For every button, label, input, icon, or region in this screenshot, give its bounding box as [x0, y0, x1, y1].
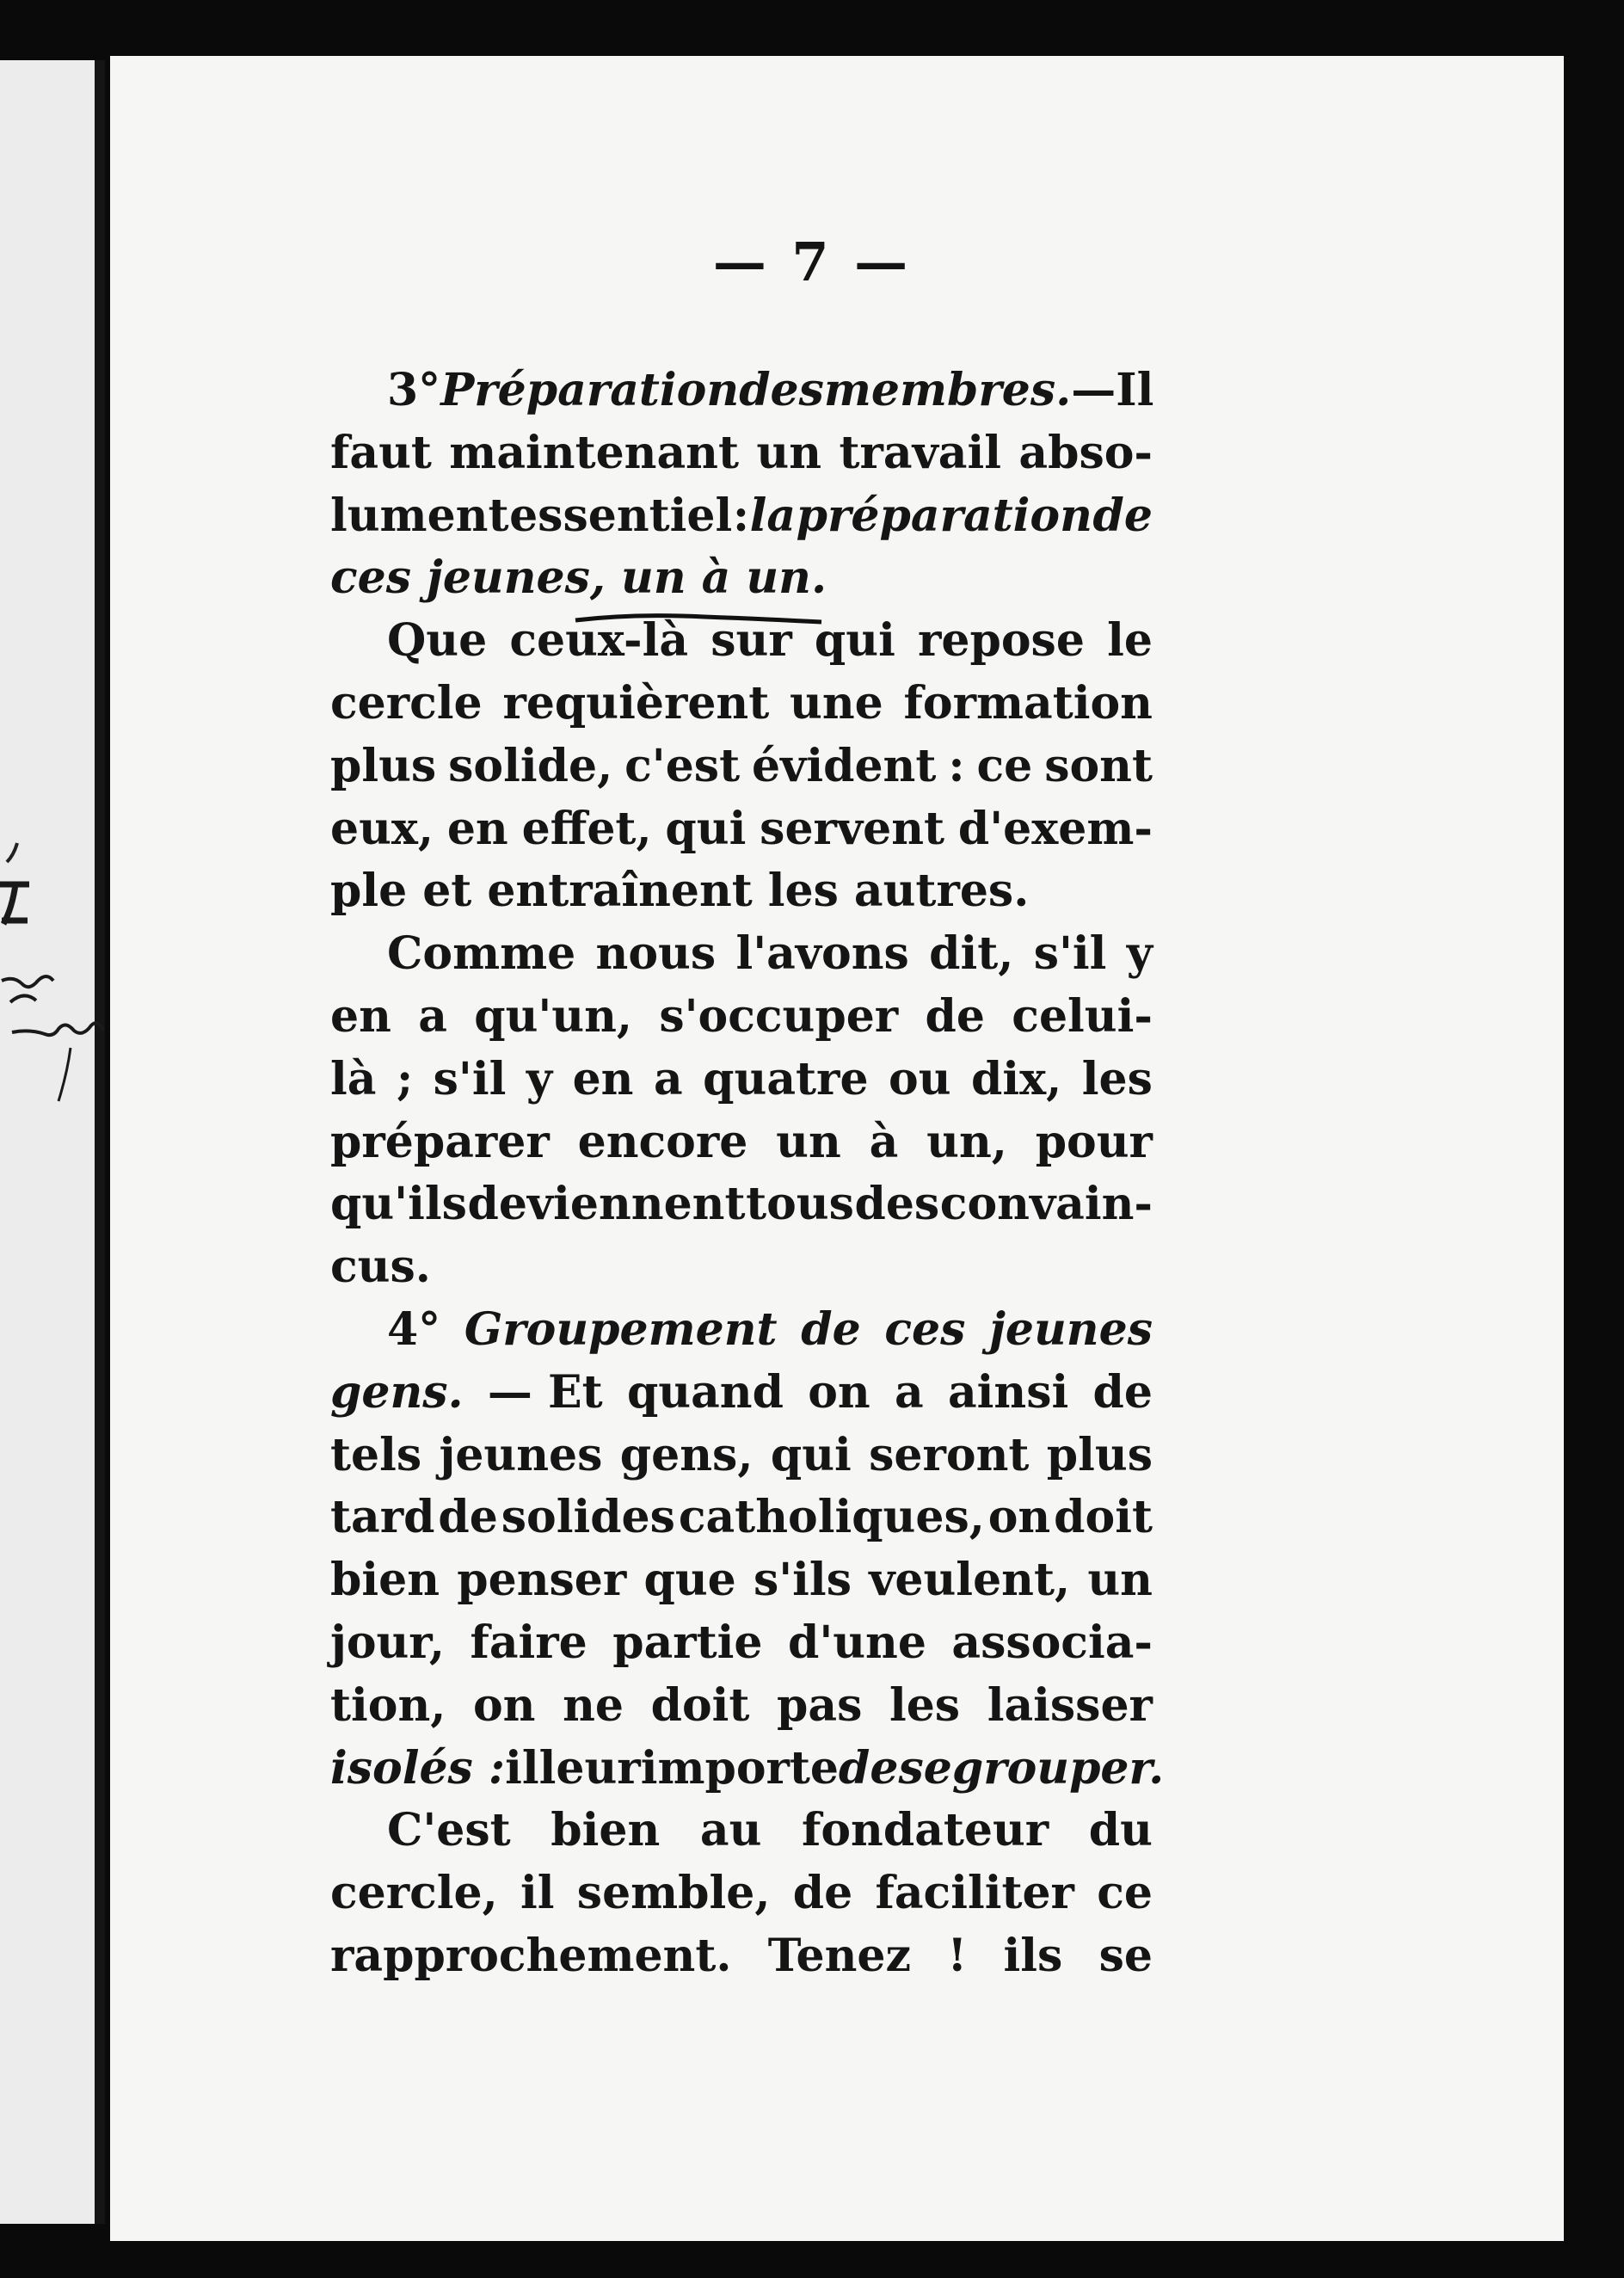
- word: essentiel: [509, 489, 733, 542]
- word: laisser: [987, 1678, 1153, 1732]
- word: ce: [1097, 1867, 1153, 1920]
- word: là: [330, 1052, 377, 1105]
- word: cercle: [330, 676, 483, 730]
- word: deviennent: [467, 1178, 746, 1231]
- word: qui: [814, 614, 895, 668]
- text-line: [330, 986, 1153, 1049]
- handwritten-margin-annotation: [0, 817, 116, 1110]
- word: qu'ils: [330, 1178, 467, 1231]
- word: veulent,: [869, 1554, 1071, 1607]
- word: cus.: [330, 1241, 431, 1294]
- text-line: [330, 1612, 1153, 1675]
- word: des: [854, 1178, 940, 1231]
- word: des: [739, 364, 824, 416]
- word: ple: [330, 865, 408, 918]
- word: c'est: [624, 739, 741, 792]
- word: abso-: [1018, 426, 1153, 479]
- word: Préparation: [440, 364, 740, 416]
- text-line: [330, 1362, 1153, 1425]
- text-line: [330, 1173, 1153, 1236]
- word: a: [895, 1365, 924, 1419]
- word: de: [438, 1491, 498, 1544]
- word: plus: [1046, 1428, 1153, 1481]
- word: un: [756, 426, 822, 479]
- word: gens.: [330, 1365, 464, 1419]
- word: doit: [650, 1678, 750, 1732]
- word: sur: [710, 614, 792, 668]
- word: jour,: [330, 1616, 446, 1669]
- text-line: [330, 673, 1153, 736]
- word: plus: [330, 739, 437, 792]
- word: partie: [612, 1616, 763, 1669]
- word: autres.: [853, 865, 1030, 918]
- word: on: [808, 1365, 870, 1419]
- word: catholiques,: [678, 1491, 985, 1544]
- text-line: [330, 547, 1153, 610]
- word: un: [776, 1115, 841, 1168]
- word: :: [948, 739, 965, 792]
- word: requièrent: [502, 676, 770, 730]
- text-line: [330, 1675, 1153, 1738]
- word: ainsi: [947, 1365, 1069, 1419]
- word: à: [701, 551, 731, 605]
- word: a: [653, 1052, 683, 1105]
- word: a: [418, 989, 447, 1043]
- word: s'ils: [753, 1554, 852, 1607]
- word: faire: [470, 1616, 587, 1669]
- word: — Et: [487, 1365, 603, 1419]
- hand-drawn-underline: [574, 613, 823, 625]
- word: :: [732, 489, 750, 542]
- word: on: [472, 1678, 536, 1732]
- word: de: [1092, 1365, 1153, 1419]
- word: un.: [746, 551, 827, 605]
- word: ils: [1003, 1929, 1063, 1982]
- word: ne: [563, 1678, 624, 1732]
- word: tard: [330, 1491, 435, 1544]
- word: encore: [577, 1115, 748, 1168]
- word: d'une: [787, 1616, 926, 1669]
- word: et: [422, 865, 472, 918]
- word: quand: [626, 1365, 784, 1419]
- text-line: [330, 923, 1153, 986]
- word: les: [889, 1678, 961, 1732]
- word: quatre: [703, 1052, 869, 1105]
- word: de: [1092, 489, 1153, 542]
- word: jeunes: [989, 1302, 1153, 1356]
- word: Tenez: [767, 1929, 912, 1982]
- word: leur: [538, 1741, 641, 1795]
- word: du: [1088, 1804, 1153, 1857]
- word: ces: [884, 1302, 966, 1356]
- word: ces: [330, 551, 412, 605]
- word: maintenant: [449, 426, 740, 479]
- word: bien: [330, 1554, 440, 1607]
- word: en: [572, 1052, 634, 1105]
- word: qui: [665, 802, 747, 855]
- word: —Il: [1071, 364, 1154, 416]
- word: évident: [752, 739, 937, 792]
- text-line: [330, 798, 1153, 861]
- word: Que: [387, 614, 488, 668]
- word: les: [1081, 1052, 1153, 1105]
- word: tous: [746, 1178, 854, 1231]
- page-body-text: [330, 360, 1165, 1988]
- word: importe: [640, 1741, 840, 1795]
- text-line: [330, 860, 1153, 923]
- page-gutter: [95, 60, 105, 2224]
- word: il: [520, 1867, 555, 1920]
- word: en: [330, 989, 391, 1043]
- word: 4°: [387, 1302, 441, 1356]
- word: il: [505, 1741, 539, 1795]
- word: les: [767, 865, 839, 918]
- word: eux,: [330, 802, 434, 855]
- word: 3°: [387, 364, 441, 416]
- word: on: [987, 1491, 1051, 1544]
- text-line: [330, 736, 1153, 798]
- word: Comme: [387, 927, 576, 981]
- word: de: [792, 1867, 853, 1920]
- word: d'exem-: [957, 802, 1153, 855]
- word: grouper.: [951, 1741, 1165, 1795]
- word: de: [801, 1302, 861, 1356]
- text-line: [330, 1236, 1153, 1299]
- word: nous: [595, 927, 717, 981]
- page-number: — 7 —: [712, 231, 912, 293]
- word: faut: [330, 426, 432, 479]
- word: lument: [330, 489, 509, 542]
- word: formation: [903, 676, 1153, 730]
- word: fondateur: [801, 1804, 1049, 1857]
- word: jeunes,: [427, 551, 606, 605]
- word: C'est: [387, 1804, 511, 1857]
- word: servent: [760, 802, 945, 855]
- word: solides: [501, 1491, 675, 1544]
- word: en: [446, 802, 508, 855]
- word: travail: [839, 426, 1001, 479]
- word: qu'un,: [474, 989, 633, 1043]
- word: y: [526, 1052, 553, 1105]
- text-line: [330, 1487, 1153, 1549]
- text-line: [330, 422, 1153, 485]
- word: bien: [551, 1804, 661, 1857]
- word: membres.: [823, 364, 1072, 416]
- word: tion,: [330, 1678, 446, 1732]
- word: un: [621, 551, 686, 605]
- word: ou: [889, 1052, 951, 1105]
- text-line: [330, 1111, 1153, 1174]
- text-line: [330, 1549, 1153, 1612]
- word: penser: [457, 1554, 627, 1607]
- word: isolés :: [330, 1741, 506, 1795]
- word: seront: [869, 1428, 1030, 1481]
- word: un,: [926, 1115, 1007, 1168]
- word: dit,: [929, 927, 1014, 981]
- word: semble,: [576, 1867, 771, 1920]
- word: la: [749, 489, 797, 542]
- word: doit: [1054, 1491, 1153, 1544]
- word: l'avons: [735, 927, 909, 981]
- text-line: [330, 1425, 1153, 1487]
- word: Groupement: [464, 1302, 778, 1356]
- word: préparer: [330, 1115, 550, 1168]
- word: de: [839, 1741, 899, 1795]
- word: à: [869, 1115, 899, 1168]
- text-line: [330, 1925, 1153, 1988]
- word: dix,: [971, 1052, 1062, 1105]
- word: ceux-là: [509, 614, 689, 668]
- word: de: [925, 989, 985, 1043]
- word: ;: [396, 1052, 414, 1105]
- word: s'il: [1033, 927, 1107, 981]
- word: y: [1126, 927, 1153, 981]
- word: s'il: [433, 1052, 507, 1105]
- text-line: [330, 1299, 1153, 1362]
- word: tels: [330, 1428, 422, 1481]
- word: sont: [1044, 739, 1153, 792]
- word: se: [1098, 1929, 1153, 1982]
- text-line: [330, 1862, 1153, 1925]
- word: celui-: [1012, 989, 1153, 1043]
- word: qui: [770, 1428, 852, 1481]
- facing-page-edge: [0, 60, 105, 2224]
- word: rapprochement.: [330, 1929, 732, 1982]
- word: faciliter: [875, 1867, 1074, 1920]
- word: une: [790, 676, 883, 730]
- word: pas: [777, 1678, 863, 1732]
- text-line: [330, 360, 1153, 422]
- word: gens,: [619, 1428, 754, 1481]
- word: convain-: [939, 1178, 1153, 1231]
- text-line: [330, 1738, 1165, 1801]
- word: se: [898, 1741, 952, 1795]
- word: entraînent: [487, 865, 753, 918]
- word: effet,: [521, 802, 652, 855]
- word: solide,: [448, 739, 613, 792]
- word: cercle,: [330, 1867, 498, 1920]
- word: au: [699, 1804, 762, 1857]
- text-line: [330, 1800, 1153, 1862]
- word: un: [1087, 1554, 1153, 1607]
- word: préparation: [796, 489, 1092, 542]
- text-line: [330, 1049, 1153, 1111]
- text-line: [330, 485, 1153, 548]
- word: repose: [918, 614, 1085, 668]
- word: ce: [976, 739, 1033, 792]
- word: jeunes: [439, 1428, 603, 1481]
- word: que: [643, 1554, 736, 1607]
- word: associa-: [951, 1616, 1153, 1669]
- word: le: [1107, 614, 1153, 668]
- word: pour: [1035, 1115, 1153, 1168]
- word: !: [947, 1929, 968, 1982]
- word: s'occuper: [659, 989, 899, 1043]
